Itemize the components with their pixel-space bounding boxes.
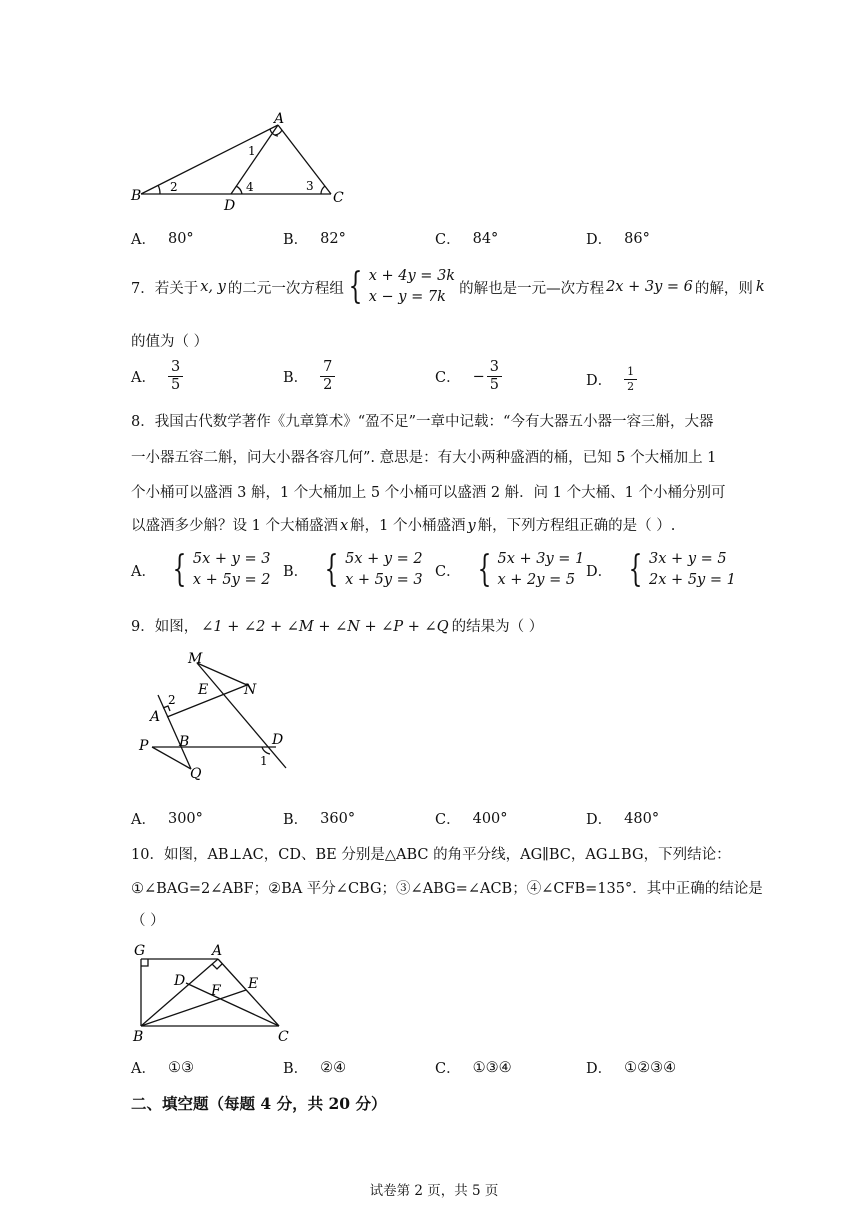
fig6-angle-4: 4 <box>246 180 254 194</box>
fig10-label-c: C <box>278 1029 289 1045</box>
fig10-label-e: E <box>248 976 259 992</box>
q10-stem-line3: （ ） <box>131 913 165 929</box>
fig9-label-b: B <box>179 734 190 750</box>
fig9-label-e: E <box>198 682 209 698</box>
fig6-angle-1: 1 <box>248 144 256 158</box>
q9-option-b[interactable]: B． 360° <box>283 810 356 828</box>
q6-option-a[interactable]: A． 80° <box>131 230 194 248</box>
q8-option-b[interactable]: B． { 5x + y = 2 x + 5y = 3 <box>283 549 423 591</box>
q7-option-c[interactable]: C． − $\frac{3}{5}$ <box>435 360 502 393</box>
q7-stem-line2: 的值为（ ） <box>131 334 209 350</box>
fig6-label-c: C <box>333 190 344 206</box>
fig9-angle-1: 1 <box>260 754 268 768</box>
fig6-label-d: D <box>224 198 236 214</box>
fig9-label-p: P <box>139 738 149 754</box>
q9-stem: 9．如图， ∠1 + ∠2 + ∠M + ∠N + ∠P + ∠Q 的结果为（ ） <box>131 619 544 635</box>
fig10-label-g: G <box>134 943 146 959</box>
fig9-label-d: D <box>272 732 284 748</box>
fig9-label-q: Q <box>190 766 202 782</box>
fig6-angle-2: 2 <box>170 180 178 194</box>
fig6-label-a: A <box>274 111 285 127</box>
q10-option-d[interactable]: D． ①②③④ <box>586 1059 677 1077</box>
q10-figure <box>128 938 298 1048</box>
fig10-label-b: B <box>133 1029 144 1045</box>
q6-option-d[interactable]: D． 86° <box>586 230 650 248</box>
fig9-angle-2: 2 <box>168 693 176 707</box>
q7-equation-system: { x + 4y = 3k x − y = 7k <box>348 266 456 308</box>
q6-option-c[interactable]: C． 84° <box>435 230 499 248</box>
q10-stem-line1: 10．如图，AB⊥AC，CD、BE 分别是△ABC 的角平分线，AG∥BC，AG⊥BG，下列结论： <box>131 847 731 863</box>
q10-option-b[interactable]: B． ②④ <box>283 1059 347 1077</box>
q8-stem-line3: 个小桶可以盛酒 3 斛，1 个大桶加上 5 个小桶可以盛酒 2 斛．问 1 个大桶、1 个小桶分别可 <box>131 485 726 501</box>
fig9-label-m: M <box>188 651 203 667</box>
q9-figure <box>134 648 304 788</box>
q10-stem-line2: ①∠BAG=2∠ABF；②BA 平分∠CBG；③∠ABG=∠ACB；④∠CFB=135°．其中正确的结论是 <box>131 881 763 897</box>
q9-option-d[interactable]: D． 480° <box>586 810 660 828</box>
fig10-label-a: A <box>212 943 223 959</box>
q8-stem-line2: 一小器五容二斛，问大小器各容几何”. 意思是：有大小两种盛酒的桶，已知 5 个大桶加上 1 <box>131 450 717 466</box>
fig6-angle-3: 3 <box>306 179 314 193</box>
section-2-heading: 二、填空题（每题 4 分，共 20 分） <box>131 1094 387 1113</box>
q8-option-a[interactable]: A． { 5x + y = 3 x + 5y = 2 <box>131 549 271 591</box>
q8-stem-line4: 以盛酒多少斛？设 1 个大桶盛酒 x 斛，1 个小桶盛酒 y 斛，下列方程组正确的是（ ）. <box>131 518 676 534</box>
q9-option-a[interactable]: A． 300° <box>131 810 203 828</box>
q7-stem: 7．若关于 x, y 的二元一次方程组 { x + 4y = 3k x − y = 7k 的解也是一元—次方程 2x + 3y = 6 的解，则 k <box>131 266 765 308</box>
q8-option-c[interactable]: C． { 5x + 3y = 1 x + 2y = 5 <box>435 549 585 591</box>
fig9-label-a: A <box>150 709 161 725</box>
q8-stem-line1: 8．我国古代数学著作《九章算术》“盈不足”一章中记载：“今有大器五小器一容三斛，大器 <box>131 414 714 430</box>
fig6-label-b: B <box>131 188 142 204</box>
fig9-label-n: N <box>244 682 257 698</box>
q8-option-d[interactable]: D． { 3x + y = 5 2x + 5y = 1 <box>586 549 736 591</box>
fig10-label-f: F <box>211 983 221 999</box>
fig10-label-d: D <box>174 973 186 989</box>
q6-triangle-figure <box>128 108 358 218</box>
q7-option-b[interactable]: B． $\frac{7}{2}$ <box>283 360 335 393</box>
q10-option-c[interactable]: C． ①③④ <box>435 1059 512 1077</box>
q6-option-b[interactable]: B． 82° <box>283 230 346 248</box>
page-footer: 试卷第 2 页，共 5 页 <box>369 1183 499 1199</box>
q9-option-c[interactable]: C． 400° <box>435 810 508 828</box>
q10-option-a[interactable]: A． ①③ <box>131 1059 194 1077</box>
q7-option-d[interactable]: D． $\frac{1}{2}$ <box>586 366 637 392</box>
q7-option-a[interactable]: A． $\frac{3}{5}$ <box>131 360 183 393</box>
